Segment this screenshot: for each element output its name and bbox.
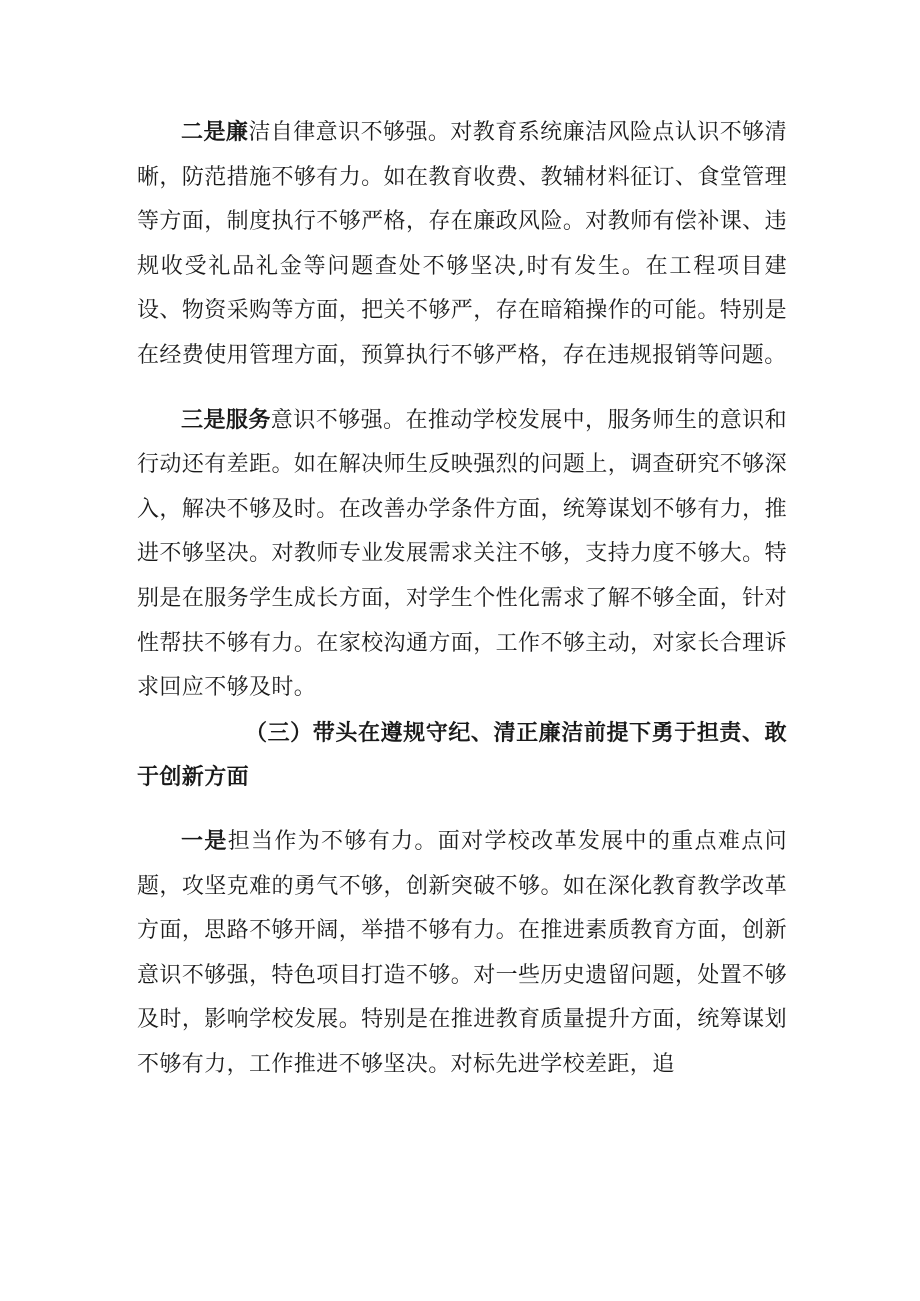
paragraph-body: 意识不够强。在推动学校发展中，服务师生的意识和行动还有差距。如在解决师生反映强烈的问题上，调查研究不够深入，解决不够及时。在改善办学条件方面，统筹谋划不够有力，推进不够坚决。对教师专业发展需求关注不够，支持力度不够大。特别是在服务学生成长方面，对学生个性化需求了解不够全面，针对性帮扶不够有力。在家校沟通方面，工作不够主动，对家长合理诉求回应不够及时。: [137, 407, 788, 701]
paragraph-lead: 二是廉: [181, 119, 249, 145]
paragraph-body: 洁自律意识不够强。对教育系统廉洁风险点认识不够清晰，防范措施不够有力。如在教育收费、教辅材料征订、食堂管理等方面，制度执行不够严格，存在廉政风险。对教师有偿补课、违规收受礼品礼金等问题查处不够坚决,时有发生。在工程项目建设、物资采购等方面，把关不够严，存在暗箱操作的可能。特别是在经费使用管理方面，预算执行不够严格，存在违规报销等问题。: [137, 120, 787, 368]
paragraph-lead: 一是: [181, 827, 228, 854]
paragraph-service: [137, 398, 787, 711]
section-heading: （三）带头在遵规守纪、清正廉洁前提下勇于担责、敢于创新方面: [137, 719, 787, 791]
paragraph-lead: 三是服务: [181, 406, 271, 433]
paragraph-integrity: [137, 110, 787, 379]
document-page: [137, 110, 787, 1087]
paragraph-body: 担当作为不够有力。面对学校改革发展中的重点难点问题，攻坚克难的勇气不够，创新突破不够。如在深化教育教学改革方面，思路不够开阔，举措不够有力。在推进素质教育方面，创新意识不够强，特色项目打造不够。对一些历史遗留问题，处置不够及时，影响学校发展。特别是在推进教育质量提升方面，统筹谋划不够有力，工作推进不够坚决。对标先进学校差距，追: [137, 828, 787, 1077]
paragraph-responsibility: [137, 819, 787, 1088]
